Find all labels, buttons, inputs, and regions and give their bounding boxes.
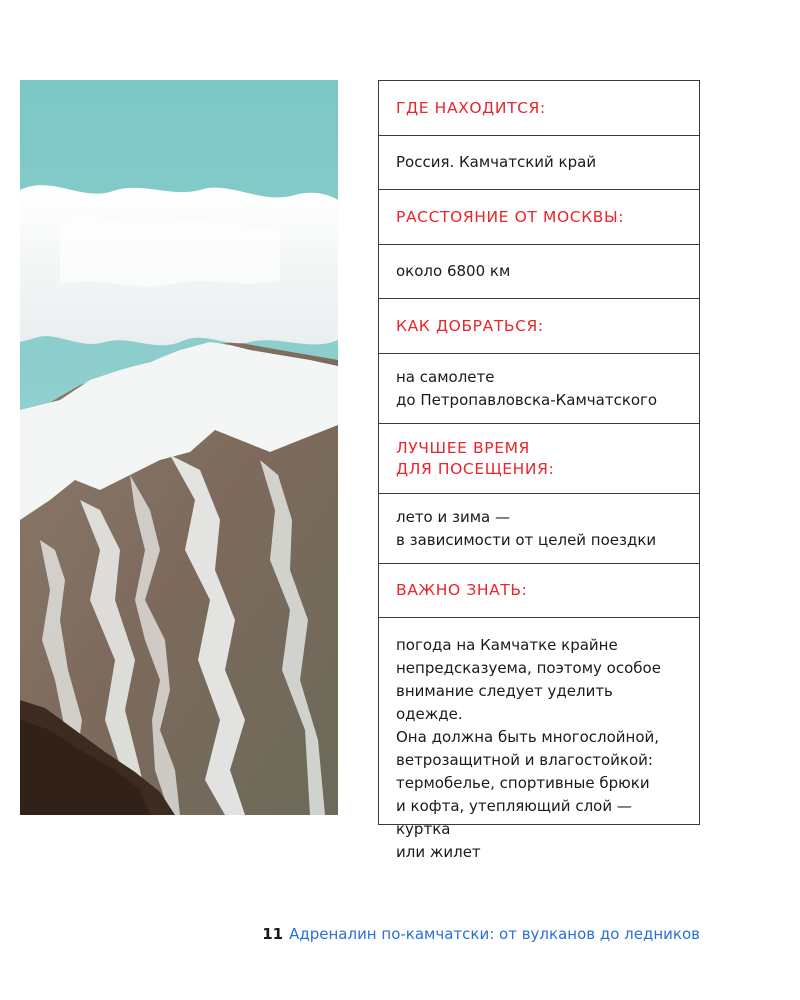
info-row-heading: [379, 424, 699, 494]
important-heading: ВАЖНО ЗНАТЬ:: [396, 581, 528, 599]
info-row-heading: [379, 564, 699, 618]
important-value: погода на Камчатке крайне непредсказуема, поэтому особое внимание следует уделить одежде. Она должна быть многослойной, ветрозащитной и влагостойкой: термобелье, спортивные брюки и кофта, утепляющий слой — куртка или жилет: [396, 636, 661, 861]
best-time-value: лето и зима — в зависимости от целей поездки: [396, 507, 657, 549]
info-row-value: [379, 245, 699, 299]
info-row-value: [379, 136, 699, 190]
location-heading: ГДЕ НАХОДИТСЯ:: [396, 98, 546, 117]
distance-value: около 6800 км: [396, 262, 511, 280]
chapter-title: Адреналин по-камчатски: от вулканов до ледников: [289, 925, 700, 943]
info-row-heading: [379, 81, 699, 136]
location-value: Россия. Камчатский край: [396, 153, 597, 171]
best-time-heading: ЛУЧШЕЕ ВРЕМЯ ДЛЯ ПОСЕЩЕНИЯ:: [396, 438, 555, 478]
page-number: 11: [262, 925, 284, 943]
info-row-heading: [379, 190, 699, 245]
mountain-volcano-photo: [20, 80, 338, 815]
how-to-get-value: на самолете до Петропавловска-Камчатского: [396, 367, 658, 409]
how-to-get-heading: КАК ДОБРАТЬСЯ:: [396, 316, 544, 335]
info-row-value: [379, 494, 699, 564]
info-row-heading: [379, 299, 699, 354]
info-row-value: [379, 618, 699, 861]
distance-heading: РАССТОЯНИЕ ОТ МОСКВЫ:: [396, 207, 625, 226]
page-footer: [262, 925, 700, 943]
info-row-value: [379, 354, 699, 424]
info-table: [378, 80, 700, 861]
